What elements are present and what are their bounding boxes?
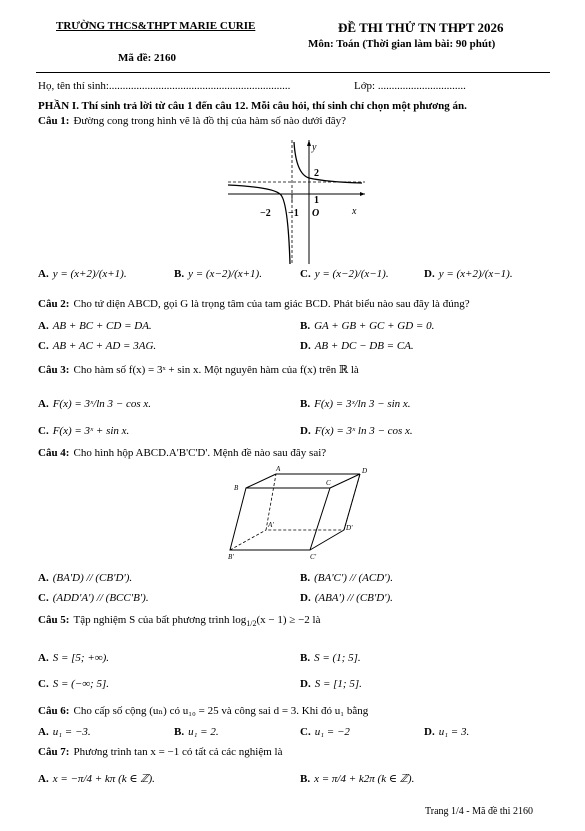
option-label: D. xyxy=(300,425,311,437)
q1-graph xyxy=(222,138,367,266)
vertex-d-prime: D' xyxy=(346,524,353,532)
option-label: C. xyxy=(38,592,49,604)
vertex-c: C xyxy=(326,479,331,487)
option-label: A. xyxy=(38,572,49,584)
option-text: y = (x−2)/(x−1). xyxy=(314,268,389,280)
q7-option-a[interactable] xyxy=(38,772,155,785)
option-text: y = (x+2)/(x+1). xyxy=(52,268,127,280)
q6-option-c[interactable] xyxy=(300,726,350,738)
candidate-name-field: Họ, tên thí sinh:.................................................................. xyxy=(38,80,291,92)
option-label: D. xyxy=(300,592,311,604)
option-text: (ABA') // (CB'D'). xyxy=(314,592,393,604)
option-text: u₁ = 2. xyxy=(188,726,219,738)
q1-option-b[interactable] xyxy=(174,268,262,280)
option-label: A. xyxy=(38,268,49,280)
q4-parallelepiped-figure xyxy=(226,464,374,564)
question-text-tail: (x − 1) ≥ −2 là xyxy=(256,614,321,626)
option-text: F(x) = 3ˣ/ln 3 − cos x. xyxy=(52,398,151,410)
question-number: Câu 3: xyxy=(38,364,70,376)
q4-option-d[interactable] xyxy=(300,592,393,604)
option-text: x = π/4 + k2π (k ∈ ℤ). xyxy=(314,773,415,785)
option-label: B. xyxy=(300,320,311,332)
vertex-b-prime: B' xyxy=(228,553,234,561)
question-number: Câu 6: xyxy=(38,705,70,717)
option-text: S = [5; +∞). xyxy=(52,652,109,664)
option-label: D. xyxy=(424,726,435,738)
option-label: C. xyxy=(38,678,49,690)
option-text: AB + AC + AD = 3AG. xyxy=(52,340,157,352)
option-text: u₁ = −3. xyxy=(52,726,91,738)
q3-option-d[interactable] xyxy=(300,425,413,437)
q4-option-b[interactable] xyxy=(300,572,393,584)
option-text: F(x) = 3ˣ + sin x. xyxy=(52,425,130,437)
exam-title: ĐỀ THI THỬ TN THPT 2026 xyxy=(338,20,504,35)
q1-option-d[interactable] xyxy=(424,268,513,280)
question-number: Câu 7: xyxy=(38,746,70,758)
log-base: 1/2 xyxy=(246,619,257,629)
question-number: Câu 4: xyxy=(38,447,70,459)
option-text: y = (x−2)/(x+1). xyxy=(188,268,262,280)
q2-option-b[interactable] xyxy=(300,320,434,332)
option-text: y = (x+2)/(x−1). xyxy=(438,268,513,280)
axis-x-label: x xyxy=(352,206,357,217)
tick-label-1: 1 xyxy=(314,195,319,206)
question-2 xyxy=(38,298,470,310)
q2-option-c[interactable] xyxy=(38,340,156,352)
question-7 xyxy=(38,746,282,758)
vertex-d: D xyxy=(362,467,368,475)
option-text: x = −π/4 + kπ (k ∈ ℤ). xyxy=(52,773,155,785)
question-text: Cho tứ diện ABCD, gọi G là trọng tâm của tam giác BCD. Phát biểu nào sau đây là đúng? xyxy=(73,298,470,310)
option-label: D. xyxy=(300,678,311,690)
part1-instruction: PHẦN I. Thí sinh trả lời từ câu 1 đến câu 12. Mỗi câu hỏi, thí sinh chỉ chọn một phương án. xyxy=(38,100,467,112)
q2-option-a[interactable] xyxy=(38,320,152,332)
option-text: u₁ = 3. xyxy=(438,726,470,738)
tick-label-2: 2 xyxy=(314,168,319,179)
vertex-a: A xyxy=(276,465,281,473)
q2-option-d[interactable] xyxy=(300,340,414,352)
option-text: F(x) = 3ˣ ln 3 − cos x. xyxy=(314,425,413,437)
subject-line: Môn: Toán (Thời gian làm bài: 90 phút) xyxy=(308,38,496,50)
question-number: Câu 2: xyxy=(38,298,70,310)
question-text: Đường cong trong hình vẽ là đồ thị của hàm số nào dưới đây? xyxy=(73,115,347,127)
option-text: (BA'C') // (ACD'). xyxy=(314,572,393,584)
vertex-b: B xyxy=(234,484,239,492)
option-label: C. xyxy=(300,726,311,738)
page-footer: Trang 1/4 - Mã đề thi 2160 xyxy=(425,806,533,817)
q1-option-c[interactable] xyxy=(300,268,389,280)
option-text: GA + GB + GC + GD = 0. xyxy=(314,320,435,332)
option-label: B. xyxy=(300,773,311,785)
option-label: D. xyxy=(300,340,311,352)
q6-option-d[interactable] xyxy=(424,726,469,738)
option-label: A. xyxy=(38,398,49,410)
school-name: TRƯỜNG THCS&THPT MARIE CURIE xyxy=(56,20,256,32)
option-text: F(x) = 3ˣ/ln 3 − sin x. xyxy=(314,398,411,410)
option-label: A. xyxy=(38,773,49,785)
q5-option-b[interactable] xyxy=(300,652,361,664)
question-4 xyxy=(38,447,326,459)
class-field: Lớp: ................................ xyxy=(354,80,466,92)
q3-option-c[interactable] xyxy=(38,425,129,437)
q5-option-a[interactable] xyxy=(38,652,109,664)
option-label: C. xyxy=(300,268,311,280)
tick-label-m1: −1 xyxy=(288,208,299,219)
question-number: Câu 1: xyxy=(38,115,70,127)
question-3 xyxy=(38,363,359,376)
option-text: S = (−∞; 5]. xyxy=(52,678,109,690)
option-label: B. xyxy=(300,398,311,410)
option-label: A. xyxy=(38,320,49,332)
option-text: AB + DC − DB = CA. xyxy=(314,340,414,352)
option-text: S = (1; 5]. xyxy=(314,652,361,664)
option-label: D. xyxy=(424,268,435,280)
option-label: B. xyxy=(174,726,185,738)
q6-option-a[interactable] xyxy=(38,726,91,738)
origin-label: O xyxy=(312,208,320,219)
option-label: B. xyxy=(174,268,185,280)
question-text: Cho hàm số f(x) = 3ˣ + sin x. Một nguyên hàm của f(x) trên ℝ là xyxy=(73,364,359,376)
q5-option-c[interactable] xyxy=(38,678,109,690)
tick-label-m2: −2 xyxy=(260,208,271,219)
q3-option-a[interactable] xyxy=(38,398,151,410)
vertex-a-prime: A' xyxy=(268,521,274,529)
vertex-c-prime: C' xyxy=(310,553,317,561)
option-label: C. xyxy=(38,340,49,352)
question-text: Cho cấp số cộng (uₙ) có u₁₀ = 25 và công sai d = 3. Khi đó u₁ bằng xyxy=(73,705,369,717)
q5-option-d[interactable] xyxy=(300,678,362,690)
q1-option-a[interactable] xyxy=(38,268,127,280)
header-divider xyxy=(36,72,550,73)
q3-option-b[interactable] xyxy=(300,398,411,410)
axis-y-label: y xyxy=(312,142,317,153)
q7-option-b[interactable] xyxy=(300,772,414,785)
option-text: u₁ = −2 xyxy=(314,726,350,738)
question-text: Phương trình tan x = −1 có tất cả các nghiệm là xyxy=(73,746,283,758)
question-number: Câu 5: xyxy=(38,614,70,626)
q4-option-a[interactable] xyxy=(38,572,132,584)
option-label: C. xyxy=(38,425,49,437)
option-label: B. xyxy=(300,572,311,584)
option-text: S = [1; 5]. xyxy=(314,678,362,690)
question-5 xyxy=(38,614,320,628)
question-text: Tập nghiệm S của bất phương trình log xyxy=(73,614,247,626)
question-text: Cho hình hộp ABCD.A'B'C'D'. Mệnh đề nào sau đây sai? xyxy=(73,447,327,459)
option-label: A. xyxy=(38,726,49,738)
question-6 xyxy=(38,704,368,717)
option-label: A. xyxy=(38,652,49,664)
q4-option-c[interactable] xyxy=(38,592,149,604)
option-text: AB + BC + CD = DA. xyxy=(52,320,152,332)
exam-code: Mã đề: 2160 xyxy=(118,52,177,64)
question-1 xyxy=(38,115,346,127)
option-label: B. xyxy=(300,652,311,664)
option-text: (BA'D) // (CB'D'). xyxy=(52,572,133,584)
option-text: (ADD'A') // (BCC'B'). xyxy=(52,592,149,604)
q6-option-b[interactable] xyxy=(174,726,219,738)
